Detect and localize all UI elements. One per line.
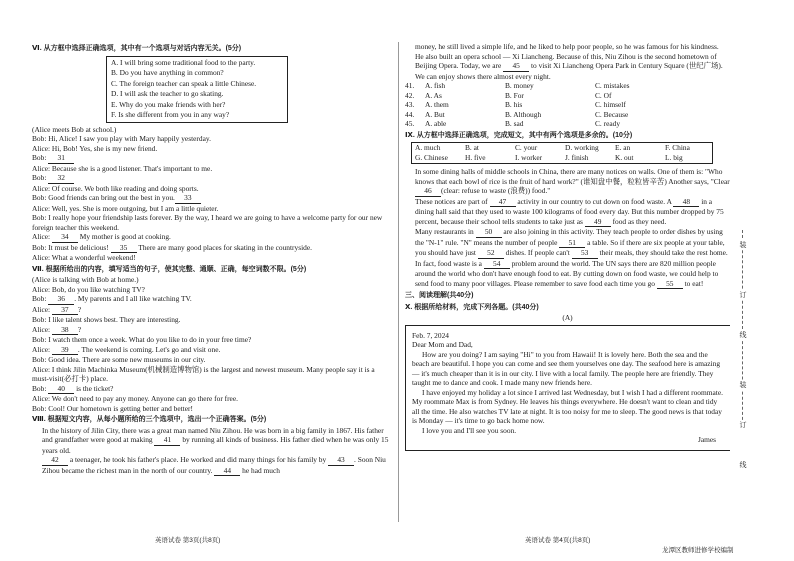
answer-blank: 44 <box>214 466 240 477</box>
passage-text: he had much <box>240 465 280 475</box>
box-option: L. big <box>665 153 683 162</box>
letter-paragraph: How are you doing? I am saying "Hi" to you from Hawaii! It is lovely here. Both the sea and the beach are beautiful. I hope you can come and see them yourselves one day. The seafood here is amazing — it's much cheaper than it is in our city. I live with a local family. The people here are friendly. They taught me to dance and cook. I made many new friends here. <box>412 349 721 387</box>
dialogue-line <box>32 294 390 305</box>
passage-text: in a dining hall said that they used to waste 100 kilograms of food every day. But this number dropped by 75 percent, because their school tells students to take just as <box>415 196 724 226</box>
answer-blank: 46 <box>415 186 441 197</box>
answer-blank: 53 <box>572 248 598 259</box>
passage-text: These notices are part of <box>415 196 490 206</box>
dialogue-line <box>32 305 390 316</box>
passage-label: (A) <box>562 313 573 322</box>
dialogue-text: Bob: Good friends can bring out the best in you. <box>32 193 175 202</box>
passage-text: He also built an opera school — Xi Liancheng. Because of this, Niu Zihou is the second hometown of Beijing Opera. Today, we are <box>415 51 717 70</box>
letter-paragraph: I love you and I'll see you soon. <box>422 425 517 435</box>
section3-heading: 三、阅读理解(共40分) <box>405 292 474 299</box>
answer-blank: 32 <box>48 173 74 184</box>
left-page <box>32 42 390 547</box>
answer-blank: 43 <box>328 455 354 466</box>
binding-mark: 线 <box>739 462 747 469</box>
passage-paragraph <box>32 455 390 476</box>
question-c: C. Of <box>595 90 612 100</box>
dialogue-line: Bob: I really hope your friendship lasts forever. By the way, I heard we are going to have a welcome party for our new foreign teacher this weekend. <box>32 213 383 232</box>
binding-mark: 线 <box>739 332 747 339</box>
binding-mark: 订 <box>739 292 747 299</box>
right-page <box>405 42 730 547</box>
dialogue-line: Bob: Good idea. There are some new museums in our city. <box>32 355 206 364</box>
dialogue-line <box>32 173 390 184</box>
answer-blank: 33 <box>175 193 201 204</box>
answer-blank: 48 <box>673 197 699 208</box>
dialogue-line: Alice: What a wonderful weekend! <box>32 253 136 262</box>
dialogue-text: There are many good places for skating in the countryside. <box>136 242 312 252</box>
passage-text: activity in our country to cut down on food waste. A <box>515 196 674 206</box>
question-no: 45. <box>405 119 415 128</box>
passage-text: (clear: refuse to waste (浪费)) food." <box>441 186 551 195</box>
question-row <box>405 110 730 120</box>
dialogue-line <box>32 325 390 336</box>
box-option: E. an <box>615 143 631 152</box>
passage-text: . Soon Niu Zihou became the richest man in the north of our country. <box>42 455 386 475</box>
answer-blank: 41 <box>154 435 180 446</box>
binding-mark: 装 <box>739 382 747 389</box>
passage-paragraph <box>405 259 730 290</box>
section7-heading: Ⅶ. 根据所给出的内容，填写适当的句子，使其完整、通顺、正确，每空词数不限。(5分) <box>32 265 307 273</box>
answer-blank: 40 <box>48 384 74 395</box>
question-row <box>405 81 730 91</box>
answer-blank: 35 <box>111 243 137 254</box>
binding-mark: 订 <box>739 422 747 429</box>
section6-heading: Ⅵ. 从方框中选择正确选项，其中有一个选项与对话内容无关。(5分) <box>32 45 242 52</box>
answer-blank: 31 <box>48 153 74 164</box>
letter-box <box>405 325 730 451</box>
option-item: B. Do you have anything in common? <box>111 68 224 77</box>
dialogue-line: Alice: Because she is a good listener. That's important to me. <box>32 163 213 173</box>
answer-blank: 42 <box>42 455 68 466</box>
question-b: B. sad <box>505 119 524 128</box>
passage-paragraph <box>405 227 730 259</box>
passage-text: problem around the world. The UN says there are 820 million people around the world who don't have enough food to eat. By cutting down on food waste, we could help to send food to many poor villages. Please remember to save food each time you go <box>415 258 719 288</box>
option-item: C. The foreign teacher can speak a little Chinese. <box>111 78 257 88</box>
box-option: D. working <box>565 143 599 152</box>
dialogue-line: Alice: Of course. We both like reading and doing sports. <box>32 183 199 193</box>
passage-text: dishes. If people can't <box>503 248 572 257</box>
passage-text: money, he still lived a simple life, and he liked to help poor people, so he was famous for his kindness. <box>415 42 719 51</box>
answer-blank: 34 <box>52 232 78 243</box>
footer-right: 英语试卷 第4页(共8页) <box>525 537 591 544</box>
section9-passage <box>405 167 730 289</box>
dialogue-text: Bob: <box>32 173 49 182</box>
question-b: B. his <box>505 100 523 109</box>
dialogue-line: Alice: We don't need to pay any money. Anyone can go there for free. <box>32 394 238 403</box>
dialogue-text: My mother is good at cooking. <box>77 232 171 241</box>
dialogue-line: (Alice meets Bob at school.) <box>32 124 117 134</box>
question-a: A. But <box>425 109 445 119</box>
answer-blank: 39 <box>52 345 78 356</box>
box-option: F. China <box>665 143 690 152</box>
answer-blank: 50 <box>476 227 502 238</box>
passage-text: to visit Xi Liancheng Opera Park in Century Square (世纪广场). We can enjoy shows there almost every night. <box>415 61 723 81</box>
dialogue-text: Bob: <box>32 294 49 303</box>
dialogue-line <box>32 243 390 254</box>
dialogue-line: Alice: Well, yes. She is more outgoing, but I am a little quieter. <box>32 203 219 213</box>
question-c: C. Because <box>595 109 629 119</box>
dialogue-text: Bob: <box>32 153 49 162</box>
dialogue-text: Bob: It must be delicious! <box>32 242 111 252</box>
question-b: B. For <box>505 90 524 100</box>
passage-text: a teenager, he took his father's place. He worked and did many things for his family by <box>68 455 329 464</box>
question-a: A. able <box>425 119 447 128</box>
dialogue-line <box>32 384 390 395</box>
passage-text: Many restaurants in <box>415 227 476 236</box>
dialogue-line: Bob: Hi, Alice! I saw you play with Mary happily yesterday. <box>32 134 211 143</box>
box-option: B. at <box>465 143 479 152</box>
answer-blank: 54 <box>484 259 510 270</box>
question-row <box>405 100 730 110</box>
letter-body <box>412 350 724 436</box>
question-a: A. them <box>425 100 449 109</box>
question-c: C. mistakes <box>595 81 630 90</box>
box-option: G. Chinese <box>415 153 448 162</box>
dialogue-text: Alice: <box>32 304 52 314</box>
passage-text: are also joining in this activity. They teach people to order dishes by using the "N-1" rule. "N" means the number of people <box>415 227 723 247</box>
section8-questions <box>405 81 730 129</box>
dialogue-text: ? <box>77 324 82 334</box>
passage-paragraph <box>405 197 730 228</box>
passage-text: their meals, they should take the rest home. <box>597 248 728 257</box>
dialogue-line: Bob: I like talent shows best. They are interesting. <box>32 315 181 324</box>
dialogue-line: Alice: Hi, Bob! Yes, she is my new friend. <box>32 143 158 153</box>
footer-left: 英语试卷 第3页(共8页) <box>155 537 221 544</box>
passage-paragraph <box>405 52 730 82</box>
passage-text: a table. So if there are six people at your table, you should have just <box>415 237 725 257</box>
dialogue-line: (Alice is talking with Bob at home.) <box>32 275 139 284</box>
section6-dialogue <box>32 125 390 263</box>
dialogue-line <box>32 345 390 356</box>
dialogue-line: Alice: Bob, do you like watching TV? <box>32 284 145 294</box>
passage-text: food as they need. <box>610 216 667 226</box>
question-b: B. money <box>505 81 534 90</box>
letter-greeting: Dear Mom and Dad, <box>412 340 473 349</box>
passage-paragraph <box>405 42 730 52</box>
section8-passage-left <box>32 426 390 477</box>
question-a: A. fish <box>425 81 446 90</box>
dialogue-line <box>32 232 390 243</box>
section8-heading: Ⅷ. 根据短文内容，从每小题所给的三个选项中，选出一个正确答案。(5分) <box>32 416 267 423</box>
answer-blank: 36 <box>48 294 74 305</box>
binding-mark: 装 <box>739 242 747 249</box>
page-divider <box>398 42 399 522</box>
box-option: H. five <box>465 153 486 162</box>
box-option: K. out <box>615 153 634 162</box>
passage-paragraph <box>405 167 730 197</box>
dialogue-line: Alice: I think Jilin Machinka Museum(机械制造博物馆) is the largest and newest museum. Many people say it is a must-visit(必打卡) place. <box>32 364 375 383</box>
box-option: C. your <box>515 143 538 152</box>
answer-blank: 49 <box>585 217 611 228</box>
answer-blank: 37 <box>52 305 78 316</box>
passage-text: In some dining halls of middle schools in China, there are many notices on walls. One of them is: "Who knows that each bowl of rice is the fruit of hard work?" (谁知盘中餐，粒粒皆辛苦) Another says, "Clear <box>415 167 730 186</box>
dialogue-text: ? <box>77 304 82 314</box>
section9-heading: Ⅸ. 从方框中选择正确选项，完成短文，其中有两个选项是多余的。(10分) <box>405 131 633 139</box>
question-a: A. As <box>425 90 442 100</box>
dialogue-line <box>32 153 390 164</box>
passage-text: by running all kinds of business. His father died when he was only 15 years old. <box>42 435 389 455</box>
passage-text: In fact, food waste is a <box>415 258 484 268</box>
question-no: 41. <box>405 81 415 90</box>
question-c: C. himself <box>595 100 626 109</box>
box-option: A. much <box>415 143 441 152</box>
question-row <box>405 91 730 101</box>
option-item: F. Is she different from you in any way? <box>111 110 230 119</box>
answer-blank: 38 <box>52 325 78 336</box>
dialogue-line: Bob: I watch them once a week. What do you like to do in your free time? <box>32 335 252 344</box>
answer-blank: 51 <box>559 238 585 249</box>
answer-blank: 52 <box>478 248 504 259</box>
dialogue-text: . The weekend is coming. Let's go and visit one. <box>77 344 221 354</box>
box-option: I. worker <box>515 153 543 162</box>
option-item: D. I will ask the teacher to go skating. <box>111 89 224 98</box>
letter-date: Feb. 7, 2024 <box>412 330 449 340</box>
question-b: B. Although <box>505 109 542 119</box>
dialogue-line <box>32 193 390 204</box>
passage-paragraph <box>32 426 390 456</box>
answer-blank: 45 <box>503 61 529 72</box>
dialogue-text: Alice: <box>32 344 52 354</box>
dialogue-text: Bob: <box>32 383 49 393</box>
letter-paragraph: I have enjoyed my holiday a lot since I arrived last Wednesday, but I wish I had a different roommate. My roommate Max is from Sydney. He leaves his things everywhere. He doesn't want to clean and tidy all the time. He also watches TV late at night. It is too noisy for me to sleep. The good news is that today is Monday — it's time to go back home now. <box>412 387 723 425</box>
section6-option-box <box>106 56 288 123</box>
dialogue-text: Alice: <box>32 232 52 241</box>
section8-passage-right <box>405 42 730 81</box>
letter-signature: James <box>697 435 716 444</box>
option-item: E. Why do you make friends with her? <box>111 99 226 109</box>
question-row <box>405 119 730 129</box>
option-item: A. I will bring some traditional food to the party. <box>111 57 256 67</box>
dialogue-line: Bob: Cool! Our hometown is getting better and better! <box>32 403 193 413</box>
question-no: 43. <box>405 100 415 109</box>
answer-blank: 55 <box>657 279 683 290</box>
passage-text: In the history of Jilin City, there was a great man named Niu Zihou. He was born in a big family in 1867. His father and grandfather were good at making <box>42 425 384 444</box>
dialogue-text: Alice: <box>32 324 52 334</box>
question-no: 42. <box>405 90 415 100</box>
question-c: C. ready <box>595 119 621 128</box>
question-no: 44. <box>405 109 415 119</box>
footer-corner: 龙潭区教师进修学校编制 <box>662 547 734 554</box>
answer-blank: 47 <box>490 197 516 208</box>
box-option: J. finish <box>565 153 589 162</box>
section9-option-box <box>411 142 713 164</box>
dialogue-text: . My parents and I all like watching TV. <box>74 294 192 303</box>
section7-dialogue <box>32 275 390 413</box>
dialogue-text: is the ticket? <box>74 383 114 393</box>
section10-heading: Ⅹ. 根据所给材料，完成下列各题。(共40分) <box>405 303 539 311</box>
passage-text: to eat! <box>682 278 704 288</box>
